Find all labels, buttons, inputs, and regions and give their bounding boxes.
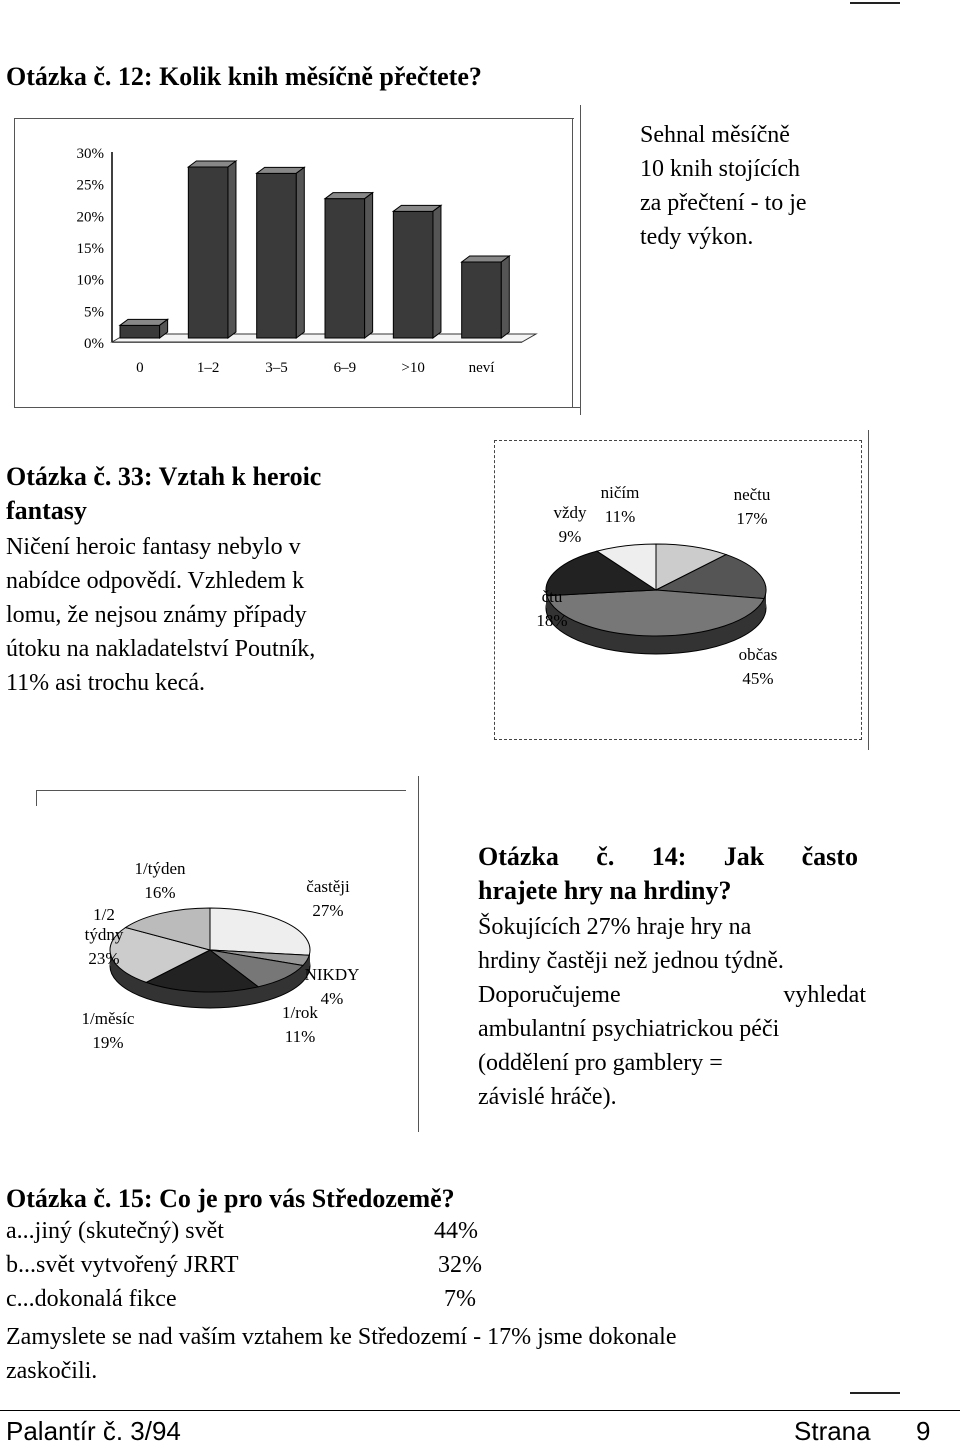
q33-text-line: 11% asi trochu kecá. xyxy=(6,670,206,696)
q15-row-value: 32% xyxy=(438,1252,482,1278)
q12-note-line: tedy výkon. xyxy=(640,224,754,250)
pie-label: vždy xyxy=(553,503,587,522)
footer-page-number: 9 xyxy=(916,1416,931,1446)
q14-title-word: Jak xyxy=(723,842,765,871)
q15-row-a xyxy=(6,1218,478,1245)
pie-label: 1/týden xyxy=(134,859,186,878)
footer-page-label: Strana xyxy=(794,1416,871,1446)
q33-pie-chart xyxy=(496,442,858,736)
x-tick-label: 3–5 xyxy=(265,360,288,376)
frame-line xyxy=(14,118,15,408)
y-tick-label: 10% xyxy=(76,272,104,289)
pie-label: 1/měsíc xyxy=(81,1009,135,1028)
pie-value: 45% xyxy=(742,669,774,688)
pie-label: ničím xyxy=(600,483,640,502)
q14-text-line xyxy=(478,978,866,1012)
pie-value: 4% xyxy=(320,989,344,1008)
q14-word: vyhledat xyxy=(783,982,866,1008)
bar-side xyxy=(228,161,236,338)
bar-side xyxy=(433,205,441,338)
pie-label: čtu xyxy=(541,587,563,606)
pie-value: 11% xyxy=(284,1027,316,1046)
q14-text-line: závislé hráče). xyxy=(478,1084,617,1110)
y-tick-label: 20% xyxy=(76,209,104,226)
q14-title xyxy=(478,842,858,872)
bar-side xyxy=(501,256,509,338)
pie-slice xyxy=(210,908,310,955)
q33-title: Otázka č. 33: Vztah k heroic xyxy=(6,462,322,491)
q14-text-line: ambulantní psychiatrickou péči xyxy=(478,1016,780,1042)
q12-title: Otázka č. 12: Kolik knih měsíčně přečtete? xyxy=(6,62,482,91)
q15-row-b xyxy=(6,1252,482,1279)
bar xyxy=(188,167,228,338)
pie-value: 18% xyxy=(536,611,568,630)
frame-line xyxy=(36,790,406,791)
q12-note-line: za přečtení - to je xyxy=(640,190,807,216)
bar-side xyxy=(365,193,373,338)
q14-title-word: č. xyxy=(596,842,615,871)
x-tick-label: 1–2 xyxy=(196,360,220,376)
bar-side xyxy=(296,167,304,338)
bar xyxy=(462,262,502,338)
bar xyxy=(325,199,365,338)
x-tick-label: >10 xyxy=(401,360,425,376)
q15-row-label: c...dokonalá fikce xyxy=(6,1286,177,1312)
frame-line xyxy=(418,776,419,1132)
scan-mark-bottom xyxy=(850,1392,900,1394)
x-tick-label: neví xyxy=(468,360,495,376)
pie-value: 16% xyxy=(144,883,176,902)
q14-title-word: 14: xyxy=(651,842,687,871)
q33-text-line: nabídce odpovědí. Vzhledem k xyxy=(6,568,305,594)
q15-title: Otázka č. 15: Co je pro vás Středozemě? xyxy=(6,1184,455,1213)
q14-text-line: (oddělení pro gamblery = xyxy=(478,1050,723,1076)
frame-line xyxy=(14,118,574,119)
pie-value: 17% xyxy=(736,509,768,528)
q14-title-cont: hrajete hry na hrdiny? xyxy=(478,876,732,905)
q14-text-line: hrdiny častěji než jednou týdně. xyxy=(478,948,784,974)
q12-bar-chart xyxy=(60,120,570,390)
pie-value: 11% xyxy=(604,507,636,526)
x-tick-label: 0 xyxy=(136,360,144,376)
y-tick-label: 30% xyxy=(76,146,104,162)
frame-line xyxy=(572,118,573,408)
pie-value: 23% xyxy=(88,949,120,968)
frame-line xyxy=(14,407,580,408)
pie-label: 1/2 xyxy=(93,905,115,924)
q14-text-line: Šokujících 27% hraje hry na xyxy=(478,914,752,940)
bar xyxy=(257,173,297,338)
q14-title-word: často xyxy=(801,842,858,871)
pie-label: 1/rok xyxy=(282,1003,318,1022)
q15-row-label: b...svět vytvořený JRRT xyxy=(6,1252,239,1278)
x-tick-label: 6–9 xyxy=(333,360,357,376)
bar xyxy=(120,325,160,338)
q15-row-label: a...jiný (skutečný) svět xyxy=(6,1218,224,1244)
q15-row-c xyxy=(6,1286,476,1313)
pie-label: NIKDY xyxy=(304,965,360,984)
q12-note-line: 10 knih stojících xyxy=(640,156,800,182)
pie-value: 19% xyxy=(92,1033,124,1052)
q14-word: Doporučujeme xyxy=(478,982,621,1008)
footer-rule xyxy=(0,1410,960,1411)
bar xyxy=(393,211,433,338)
q15-row-value: 44% xyxy=(434,1218,478,1244)
pie-label: občas xyxy=(738,645,778,664)
scan-mark-top xyxy=(850,2,900,4)
q14-pie-chart xyxy=(60,840,400,1070)
y-tick-label: 25% xyxy=(76,177,104,194)
y-tick-label: 15% xyxy=(76,241,104,257)
pie-value: 27% xyxy=(312,901,344,920)
q33-title-cont: fantasy xyxy=(6,496,87,525)
q14-title-word: Otázka xyxy=(478,842,559,871)
footer-left: Palantír č. 3/94 xyxy=(6,1416,181,1446)
q15-note-line: zaskočili. xyxy=(6,1358,98,1384)
frame-line xyxy=(580,105,581,415)
q33-text-line: Ničení heroic fantasy nebylo v xyxy=(6,534,301,560)
pie-label: častěji xyxy=(306,877,350,896)
frame-line xyxy=(868,430,869,750)
q12-note-line: Sehnal měsíčně xyxy=(640,122,790,148)
pie-value: 9% xyxy=(558,527,582,546)
pie-label: týdny xyxy=(84,925,124,944)
q15-row-value: 7% xyxy=(444,1286,476,1312)
q15-note-line: Zamyslete se nad vaším vztahem ke Středozemí - 17% jsme dokonale xyxy=(6,1324,677,1350)
frame-line xyxy=(36,790,37,806)
y-tick-label: 5% xyxy=(84,304,104,321)
y-tick-label: 0% xyxy=(84,336,104,352)
q33-text-line: útoku na nakladatelství Poutník, xyxy=(6,636,316,662)
pie-label: nečtu xyxy=(733,485,771,504)
q33-text-line: lomu, že nejsou známy případy xyxy=(6,602,307,628)
